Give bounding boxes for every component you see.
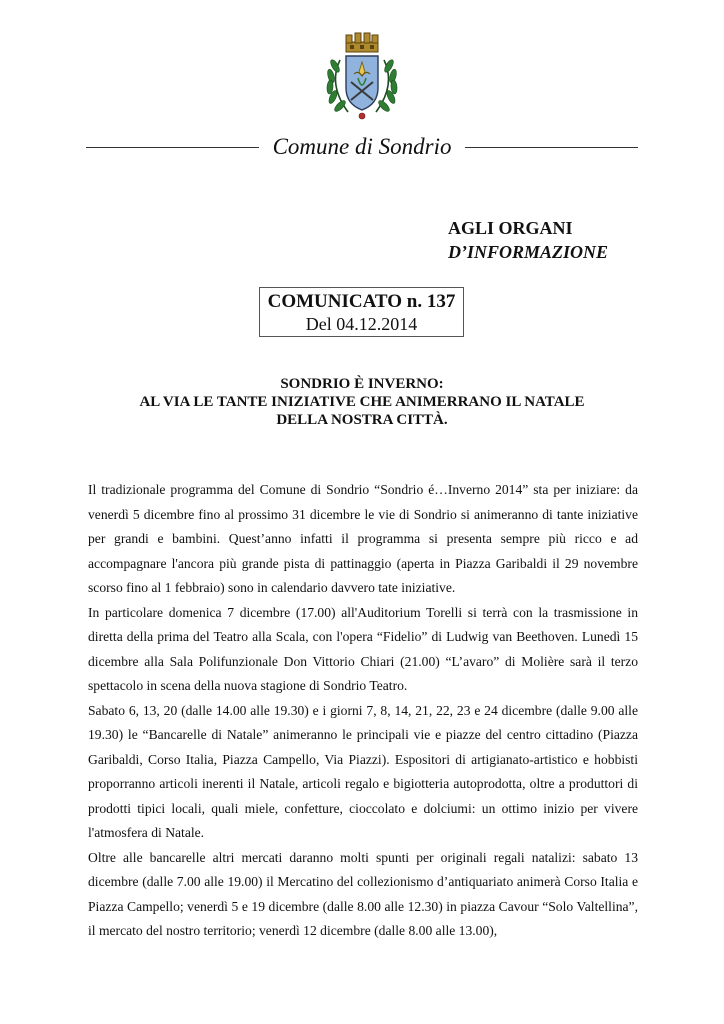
body-paragraph-4: Oltre alle bancarelle altri mercati daranno molti spunti per originali regali natalizi: sabato 13 dicembre (dalle 7.00 alle 19.00) il Mercatino del collezionismo d’antiquariato animerà Corso Italia e Piazza Campello; venerdì 5 e 19 dicembre (dalle 8.00 alle 12.30) in piazza Cavour “Solo Valtellina”, il mercato del nostro territorio; venerdì 12 dicembre (dalle 8.00 alle 13.00), (88, 849, 638, 938)
coat-of-arms-icon (318, 30, 406, 126)
communique-date: Del 04.12.2014 (305, 314, 418, 334)
crown-icon (346, 33, 378, 52)
headline (86, 375, 638, 429)
headline-line-2: AL VIA LE TANTE INIZIATIVE CHE ANIMERRANO IL NATALE (139, 394, 585, 410)
municipality-name: Comune di Sondrio (272, 134, 452, 159)
recipient-line-1: AGLI ORGANI (448, 218, 573, 238)
body-paragraph-2: In particolare domenica 7 dicembre (17.00) all'Auditorium Torelli si terrà con la trasmissione in diretta della prima del Teatro alla Scala, con l'opera “Fidelio” di Ludwig van Beethoven. Lunedì 15 dicembre alla Sala Polifunzionale Don Vittorio Chiari (21.00) “L’avaro” di Molière sarà il terzo spettacolo in scena della nuova stagione di Sondrio Teatro. (88, 604, 638, 693)
municipal-coat-of-arms (318, 30, 406, 126)
body-paragraph-3: Sabato 6, 13, 20 (dalle 14.00 alle 19.30) e i giorni 7, 8, 14, 21, 22, 23 e 24 dicembre (dalle 9.00 alle 19.30) le “Bancarelle di Natale” animeranno le principali vie e piazze del centro cittadino (Piazza Garibaldi, Corso Italia, Piazza Campello, Via Piazzi). Espositori di artigianato-artistico e hobbisti proporranno articoli inerenti il Natale, articoli regalo e bigiotteria autoprodotta, oltre a produttori di prodotti tipici locali, quali miele, confetture, cioccolato e dolciumi: un ottimo inizio per vivere l'atmosfera di Natale. (88, 702, 638, 840)
body-text (88, 478, 638, 944)
masthead-left-rule (86, 147, 259, 148)
communique-number: COMUNICATO n. 137 (267, 291, 456, 312)
body-paragraph-1: Il tradizionale programma del Comune di Sondrio “Sondrio é…Inverno 2014” sta per iniziare: da venerdì 5 dicembre fino al prossimo 31 dicembre le vie di Sondrio si animeranno di tante iniziative per grandi e bambini. Quest’anno infatti il programma si presenta sempre più ricco e ad accompagnare l'ancora più grande pista di pattinaggio (aperta in Piazza Garibaldi il 29 novembre scorso fino al 1 febbraio) sono in calendario davvero tate iniziative. (88, 482, 638, 595)
masthead-right-rule (465, 147, 638, 148)
communique-box (259, 287, 464, 337)
headline-line-3: DELLA NOSTRA CITTÀ. (276, 412, 448, 428)
masthead (86, 131, 638, 163)
headline-line-1: SONDRIO È INVERNO: (280, 376, 444, 392)
recipient-block (448, 216, 608, 264)
recipient-line-2: D’INFORMAZIONE (448, 242, 609, 262)
shield-icon (346, 56, 378, 110)
